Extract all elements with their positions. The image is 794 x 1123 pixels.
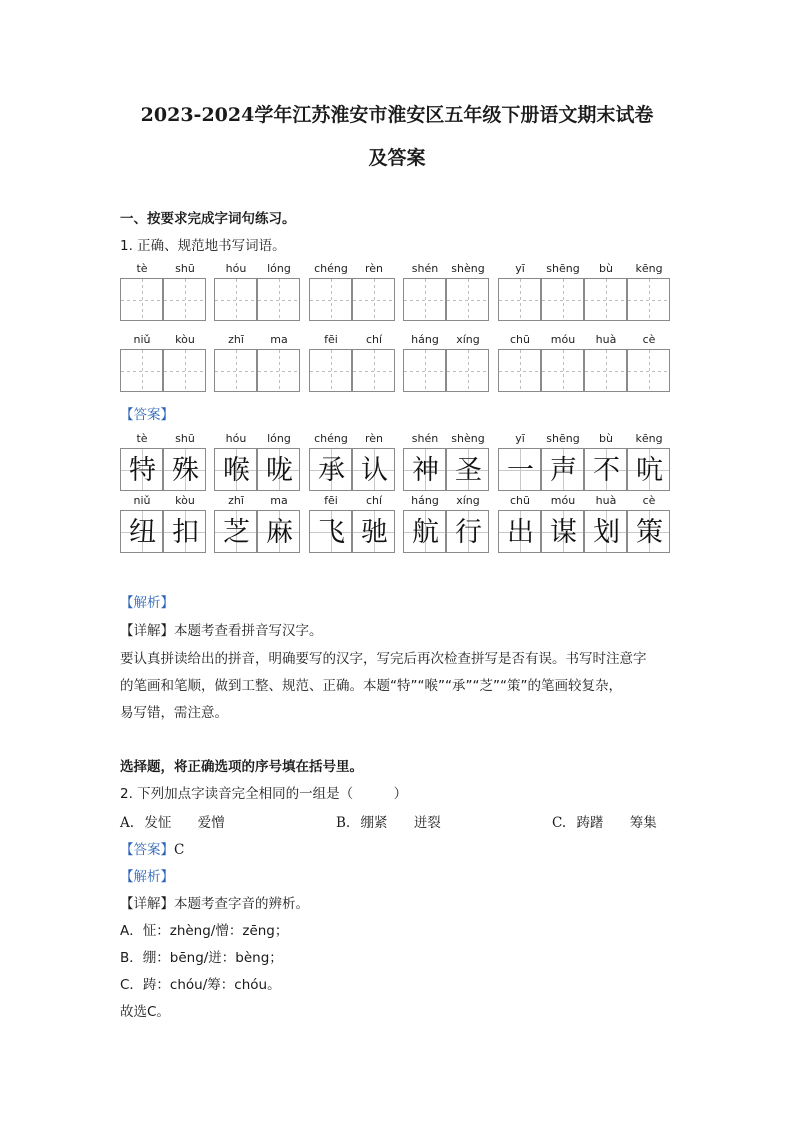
detail-tag: 【详解】: [120, 896, 174, 912]
answer-char: 神: [412, 455, 439, 486]
writing-box[interactable]: [541, 349, 584, 392]
answer-box: [214, 448, 257, 491]
analysis-item-a: A．怔：zhèng/憎：zēng；: [120, 923, 289, 939]
blank-grid-row-2: [120, 333, 680, 395]
pinyin: lóng: [267, 262, 291, 275]
writing-box[interactable]: [584, 278, 627, 321]
answer-char: 出: [507, 517, 534, 548]
answer-box: [446, 510, 489, 553]
answer-box: [446, 448, 489, 491]
writing-box[interactable]: [498, 349, 541, 392]
analysis-tag: 【解析】: [120, 595, 174, 611]
writing-box[interactable]: [309, 278, 352, 321]
answer-char: 策: [636, 517, 663, 548]
pinyin: shū: [175, 432, 195, 445]
section2-heading: 选择题，将正确选项的序号填在括号里。: [120, 759, 363, 775]
answer-char: 殊: [172, 455, 199, 486]
answer-box: [584, 510, 627, 553]
section1-heading: 一、按要求完成字词句练习。: [120, 211, 296, 227]
answer-box: [120, 510, 163, 553]
explanation-line-2: 的笔画和笔顺，做到工整、规范、正确。本题“特”“喉”“承”“芝”“策”的笔画较复杂，: [120, 678, 622, 694]
pinyin: rèn: [364, 262, 384, 275]
pinyin: fēi: [324, 494, 338, 507]
answer-char: 芝: [223, 517, 250, 548]
pinyin: ma: [270, 333, 288, 346]
pinyin: shēng: [546, 432, 580, 445]
writing-box[interactable]: [309, 349, 352, 392]
writing-box[interactable]: [541, 278, 584, 321]
answer-box: [163, 510, 206, 553]
pinyin: shèng: [451, 262, 485, 275]
answer-char: 驰: [361, 517, 388, 548]
writing-box[interactable]: [214, 278, 257, 321]
answer-box: [498, 510, 541, 553]
writing-box[interactable]: [120, 349, 163, 392]
option-word-2: 迸裂: [413, 815, 441, 831]
detail-line: [120, 619, 323, 639]
question-1: 1. 正确、规范地书写词语。: [120, 238, 286, 254]
page-title: 2023-2024学年江苏淮安市淮安区五年级下册语文期末试卷: [140, 104, 654, 126]
writing-box[interactable]: [257, 349, 300, 392]
explanation-line-1: 要认真拼读给出的拼音，明确要写的汉字，写完后再次检查拼写是否有误。书写时注意字: [120, 651, 647, 667]
pinyin: háng: [411, 333, 439, 346]
pinyin: xíng: [456, 333, 480, 346]
pinyin: yī: [515, 432, 525, 445]
pinyin: zhī: [228, 333, 244, 346]
answer-char: 声: [550, 455, 577, 486]
option-letter: C.: [552, 815, 567, 831]
answer-grid-row-2: [120, 494, 680, 556]
analysis-item-c: C．踌：chóu/筹：chóu。: [120, 977, 281, 993]
answer-box: [627, 510, 670, 553]
detail-line: [120, 892, 309, 912]
pinyin: zhī: [228, 494, 244, 507]
answer-char: 一: [507, 455, 534, 486]
pinyin: niǔ: [133, 494, 151, 507]
option-word-1: 发怔: [144, 815, 172, 831]
pinyin: fēi: [324, 333, 338, 346]
answer-box: [163, 448, 206, 491]
option-a[interactable]: [120, 811, 225, 831]
pinyin: rèn: [364, 432, 384, 445]
pinyin: hóu: [225, 262, 247, 275]
pinyin: chéng: [314, 262, 348, 275]
option-word-1: 绷紧: [360, 815, 388, 831]
writing-box[interactable]: [498, 278, 541, 321]
writing-box[interactable]: [446, 278, 489, 321]
option-word-1: 踌躇: [576, 815, 604, 831]
writing-box[interactable]: [163, 278, 206, 321]
writing-box[interactable]: [627, 278, 670, 321]
option-word-2: 筹集: [629, 815, 657, 831]
answer-box: [309, 448, 352, 491]
pinyin: cè: [642, 494, 656, 507]
question-2: 2. 下列加点字读音完全相同的一组是（ ）: [120, 786, 408, 802]
blank-grid-row-1: [120, 262, 680, 324]
pinyin: bù: [599, 432, 613, 445]
answer-box: [352, 510, 395, 553]
answer-char: 行: [455, 517, 482, 548]
answer-char: 吭: [636, 455, 663, 486]
answer-box: [498, 448, 541, 491]
writing-box[interactable]: [163, 349, 206, 392]
answer-char: 麻: [266, 517, 293, 548]
pinyin: háng: [411, 494, 439, 507]
pinyin: chū: [510, 494, 530, 507]
answer-box: [309, 510, 352, 553]
answer-box: [584, 448, 627, 491]
writing-box[interactable]: [403, 278, 446, 321]
writing-box[interactable]: [403, 349, 446, 392]
answer-char: 划: [593, 517, 620, 548]
writing-box[interactable]: [584, 349, 627, 392]
writing-box[interactable]: [352, 278, 395, 321]
pinyin: shèng: [451, 432, 485, 445]
pinyin: shén: [411, 262, 439, 275]
answer-box: [257, 510, 300, 553]
answer-char: 喉: [223, 455, 250, 486]
pinyin: chū: [510, 333, 530, 346]
answer-box: [627, 448, 670, 491]
answer-char: 圣: [455, 455, 482, 486]
detail-text: 本题考查字音的辨析。: [174, 896, 309, 912]
option-c[interactable]: [552, 811, 657, 831]
answer-char: 航: [412, 517, 439, 548]
pinyin: shū: [175, 262, 195, 275]
answer-value: C: [174, 842, 185, 858]
writing-box[interactable]: [214, 349, 257, 392]
answer-grid-row-1: [120, 432, 680, 494]
pinyin: chí: [365, 333, 383, 346]
answer-char: 咙: [266, 455, 293, 486]
pinyin: lóng: [267, 432, 291, 445]
conclusion: 故选C。: [120, 1004, 170, 1020]
answer-char: 纽: [129, 517, 156, 548]
pinyin: chéng: [314, 432, 348, 445]
answer-tag: 【答案】: [120, 842, 174, 858]
pinyin: ma: [270, 494, 288, 507]
analysis-tag: 【解析】: [120, 869, 174, 885]
answer-box: [257, 448, 300, 491]
detail-text: 本题考查看拼音写汉字。: [174, 623, 323, 639]
pinyin: kēng: [635, 262, 663, 275]
writing-box[interactable]: [446, 349, 489, 392]
detail-tag: 【详解】: [120, 623, 174, 639]
pinyin: shén: [411, 432, 439, 445]
pinyin: yī: [515, 262, 525, 275]
pinyin: tè: [136, 432, 148, 445]
answer-line: [120, 838, 184, 858]
option-letter: B.: [336, 815, 351, 831]
pinyin: shēng: [546, 262, 580, 275]
pinyin: cè: [642, 333, 656, 346]
answer-box: [120, 448, 163, 491]
answer-box: [352, 448, 395, 491]
answer-char: 承: [318, 455, 345, 486]
writing-box[interactable]: [257, 278, 300, 321]
pinyin: móu: [550, 494, 576, 507]
writing-box[interactable]: [352, 349, 395, 392]
writing-box[interactable]: [627, 349, 670, 392]
answer-tag: 【答案】: [120, 407, 174, 423]
answer-char: 不: [593, 455, 620, 486]
answer-box: [214, 510, 257, 553]
pinyin: bù: [599, 262, 613, 275]
pinyin: xíng: [456, 494, 480, 507]
analysis-item-b: B．绷：bēng/迸：bèng；: [120, 950, 283, 966]
answer-box: [541, 448, 584, 491]
pinyin: chí: [365, 494, 383, 507]
pinyin: móu: [550, 333, 576, 346]
option-word-2: 爱憎: [197, 815, 225, 831]
answer-box: [403, 448, 446, 491]
pinyin: kòu: [175, 494, 195, 507]
option-b[interactable]: [336, 811, 441, 831]
pinyin: tè: [136, 262, 148, 275]
answer-char: 认: [361, 455, 388, 486]
pinyin: huà: [595, 333, 617, 346]
writing-box[interactable]: [120, 278, 163, 321]
option-letter: A.: [120, 815, 135, 831]
page-title-line2: 及答案: [368, 147, 426, 169]
pinyin: niǔ: [133, 333, 151, 346]
pinyin: hóu: [225, 432, 247, 445]
explanation-line-3: 易写错，需注意。: [120, 705, 228, 721]
pinyin: kòu: [175, 333, 195, 346]
pinyin: kēng: [635, 432, 663, 445]
answer-char: 扣: [172, 517, 199, 548]
pinyin: huà: [595, 494, 617, 507]
answer-box: [541, 510, 584, 553]
answer-box: [403, 510, 446, 553]
answer-char: 特: [129, 455, 156, 486]
answer-char: 飞: [318, 517, 345, 548]
answer-char: 谋: [550, 517, 577, 548]
